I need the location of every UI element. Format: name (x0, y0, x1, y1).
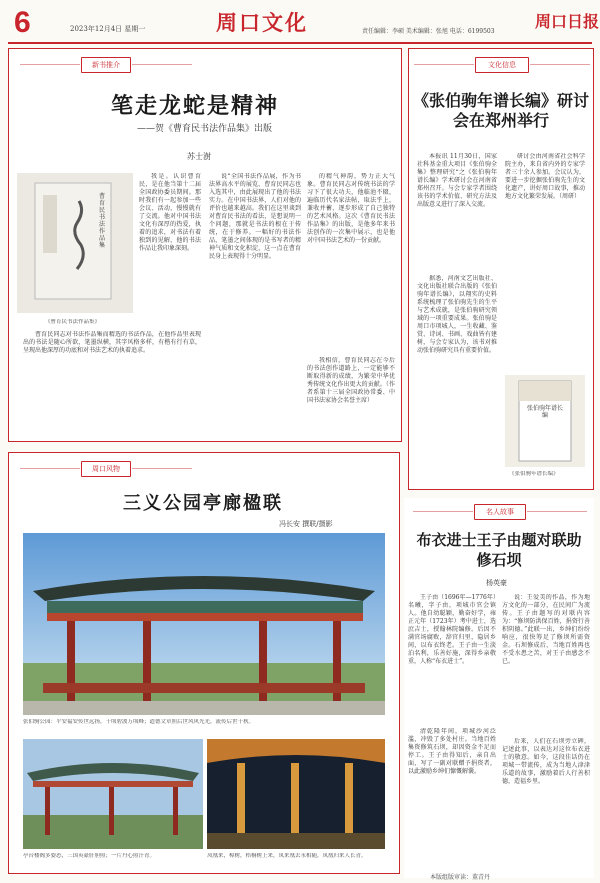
issue-date: 2023年12月4日 星期一 (70, 25, 146, 33)
article-author: 杨英豪 (486, 579, 507, 587)
article-tag: 文化信息 (475, 57, 529, 73)
corridor-illustration (23, 739, 203, 849)
article-col3b: 我相信，曹育民同志在今后的书法创作道路上，一定能够不断取得新的成绩，为繁荣中华优秀传统文化作出更大的贡献。（作者系第十三届全国政协常委、中国书法家协会名誉主席） (307, 357, 395, 404)
newspaper-logo: 周口日报 (535, 12, 600, 31)
article-col2b: 后来，人们在石坝旁立碑，记述此事，以表达对这位布衣进士的敬意。如今，这段佳话仍在项城一带流传，成为当地人津津乐道的故事，激励着后人行善积德，造福乡里。 (502, 738, 590, 785)
pavilion-main-photo (23, 533, 385, 715)
book-title-text: 张伯驹年谱长编 (526, 405, 563, 419)
article-title: 三义公园亭廊楹联 (123, 493, 283, 514)
article-author: 苏士澍 (187, 152, 211, 161)
article-col2: 说：王爱美的作品，作为地方文化的一部分，在民间广为流传。王子由题写的对联内容为：“修坝防洪保百姓，捐资行善积阴德。”此联一出，乡绅们纷纷响应，很快筹足了修坝所需资金。石坝修成后，当地百姓再也不受水患之苦，对王子由感念不已。 (502, 594, 590, 665)
article-col1b: 清乾隆年间，项城沙河泛滥，冲毁了多处村庄。当地百姓集资修筑石坝，却因资金不足而停工。王子由得知后，亲自出面，写了一副对联赠予捐资者，以此激励乡绅们慷慨解囊。 (408, 728, 496, 775)
book-illustration (17, 173, 133, 313)
article-subtitle: ——贺《曹育民书法作品集》出版 (137, 124, 273, 134)
header-rule (8, 42, 592, 44)
page-number: 6 (14, 6, 31, 39)
article-col2: 说“全国书法作品展，作为书法界高水平的展览，曹育民同志也入选其中，由此展现出了他的书法实力。在中国书法界，人们对他的评价也越来越高。我们在这里谈到对曹育民书法的看法，是想说明一个问题，那就是书法的根在于传统，在于修养。一幅好的书法作品，笔墨之间体现的是书写者的精神气质和文化积淀，这一点在曹育民身上表现得十分明显。 (209, 173, 301, 260)
page-header (0, 0, 600, 44)
article-para1: 本报讯 11月30日，国家社科基金重大项目《张伯驹全集》整理研究“之《张伯驹年谱长编》学术研讨会在河南省郑州召开。与会专家学者围绕该书的学术价值、研究方法及出版意义进行了深入交流。 (417, 153, 497, 208)
pavilion-right-photo (207, 739, 385, 849)
article-col1: 王子由（1696年—1776年）名曦，字子由，项城市官会镇人。他自幼聪颖，勤奋好学，雍正元年（1723年）考中进士，选庶吉士，授翰林院编修。后因不满官场腐败，辞官归里，隐居乡间，以布衣终老。王子由一生淡泊名利，乐善好施，深得乡亲敬重，人称“布衣进士”。 (408, 594, 496, 665)
pavilion-illustration (23, 533, 385, 715)
article-seminar-news (408, 48, 594, 490)
left-photo-caption: 亭台楼阁多姿态，三国英豪肝胆照；一片丹心照汗青。 (23, 853, 156, 859)
article-tag: 周口风物 (81, 461, 131, 477)
article-tag: 新书推介 (81, 57, 131, 73)
article-byline: 冯长安 撰联/摄影 (279, 520, 333, 528)
book-illustration (505, 375, 585, 467)
article-title: 笔走龙蛇是精神 (111, 93, 280, 119)
book-cover-photo (17, 173, 133, 313)
editor-credits: 责任编辑：李硕 美术编辑：张旭 电话：6199503 (362, 28, 495, 35)
article-para2: 据悉，河南文艺出版社、文化出版社联合出版的《张伯驹年谱长编》，以翔实的史料系统梳理了张伯驹先生的生平与艺术成就，是张伯驹研究领域的一项重要成果。张伯驹是周口市项城人，一生收藏、鉴赏、诗词、书画、戏曲皆有建树，与会专家认为，该书对推动张伯驹研究具有重要价值。 (417, 275, 497, 354)
article-para3: 研讨会由河南省社会科学院主办，来自省内外的专家学者三十余人参加。会议认为，要进一步挖掘张伯驹先生的文化遗产，讲好周口故事，推动地方文化繁荣发展。（周研） (505, 153, 585, 200)
article-title: 《张伯驹年谱长编》研讨会在郑州举行 (412, 91, 589, 130)
right-photo-caption: 凤凰来，樟树，梧桐树上来，凤来凰去永相随，凤凰归来人长青。 (207, 853, 367, 859)
article-col1b: 曹育民同志对书法作品集而精选的书法作品，在他作品里表现出的书法是随心所欲，笔墨纵横，其字风格多样，有楷有行有草，呈现出他深厚的功底和对书法艺术的执着追求。 (23, 331, 201, 354)
pavilion-left-photo (23, 739, 203, 849)
article-tag: 名人故事 (474, 504, 526, 520)
article-park-couplets (8, 452, 400, 874)
article-title: 布衣进士王子由题对联助修石坝 (416, 531, 582, 569)
proofreader-credit: 本版组版审读：董青丹 (430, 874, 491, 881)
main-photo-caption: 张伯驹公园：平安福安传世远扬，千顷碧波万顷峰；道德文章照后世风风光光，流传后世千秋。 (23, 719, 255, 725)
article-col3: 的精气神韵，势力正大气象。曹育民同志对传统书法的学习下了很大功夫，他临池不辍，遍临历代名家法帖，取法乎上，兼收并蓄，逐步形成了自己独特的艺术风格。这次《曹育民书法作品集》的出版，是他多年来书法创作的一次集中展示，也是他对中国书法艺术的一份贡献。 (307, 173, 395, 244)
article-book-review (8, 48, 402, 442)
article-col1: 我是。认识曹育民，是在他当第十二届全国政协委员期间。那时我们有一起参加一些会议、活动，慢慢就有了交流。他对中国书法文化有深厚的热爱，执着的追求，对书法有着独到的见解，他的书法作品让我印象深刻。 (139, 173, 201, 252)
night-corridor-illustration (207, 739, 385, 849)
book-title-text: 曹育民书法作品集 (99, 193, 106, 249)
article-scholar-story (404, 498, 594, 878)
book-cover-caption: 《张伯驹年谱长编》 (509, 471, 559, 477)
book-cover-caption: 《曹育民书法作品集》 (45, 319, 101, 325)
book-cover-photo (505, 375, 585, 467)
section-title: 周口文化 (216, 11, 308, 35)
